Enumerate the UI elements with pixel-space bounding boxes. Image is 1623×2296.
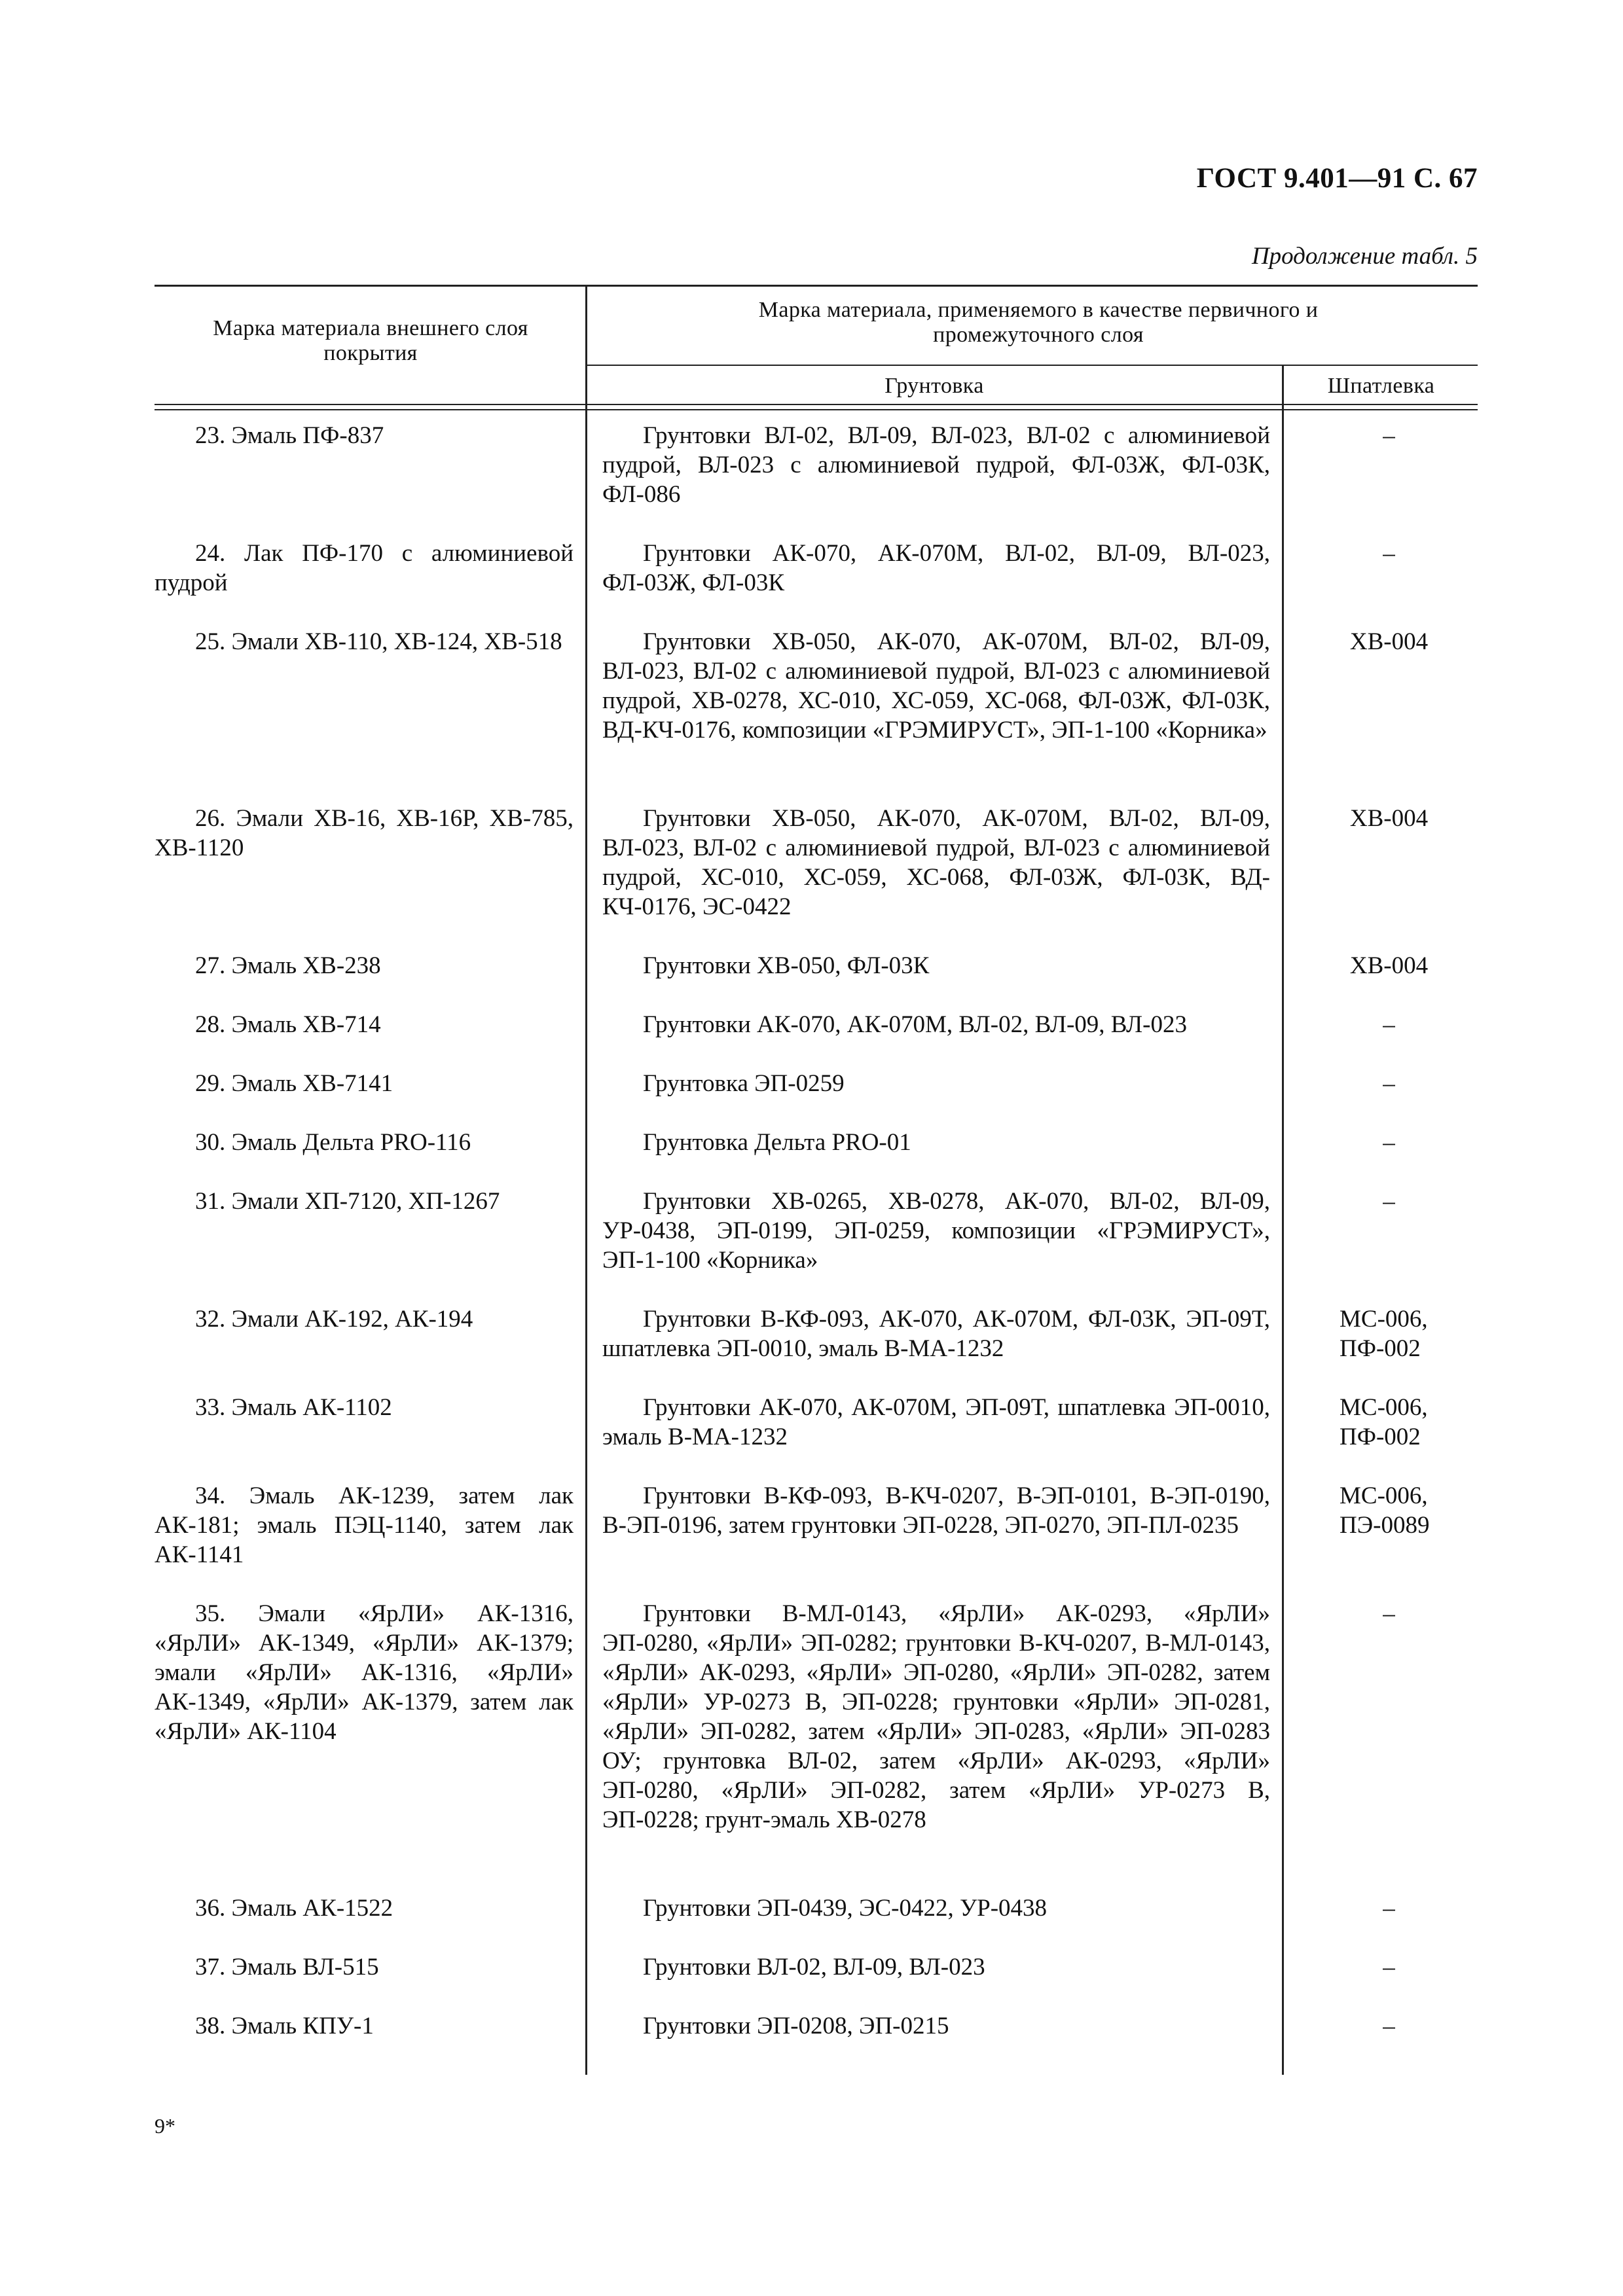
putty-cell: ХВ-004 bbox=[1349, 628, 1429, 655]
primer-cell: Грунтовки ХВ-050, ФЛ-03К bbox=[643, 952, 930, 979]
table-continuation-label: Продолжение табл. 5 bbox=[1251, 243, 1478, 270]
putty-cell: – bbox=[1383, 1954, 1395, 1981]
primer-cell: Грунтовки ХВ-0265, ХВ-0278, АК-070, ВЛ-02, ВЛ-09, УР-0438, ЭП-0199, ЭП-0259, композиции «ГРЭМИРУСТ», ЭП-1-100 «Корника» bbox=[602, 1188, 1270, 1274]
primer-cell: Грунтовки В-МЛ-0143, «ЯрЛИ» АК-0293, «ЯрЛИ» ЭП-0280, «ЯрЛИ» ЭП-0282; грунтовки В-КЧ-0207, В-МЛ-0143, «ЯрЛИ» АК-0293, «ЯрЛИ» ЭП-0280, «ЯрЛИ» ЭП-0282, затем «ЯрЛИ» УР-0273 В, ЭП-0228; грунтовки «ЯрЛИ» ЭП-0281, «ЯрЛИ» ЭП-0282, затем «ЯрЛИ» ЭП-0283, «ЯрЛИ» ЭП-0283 ОУ; грунтовка ВЛ-02, затем «ЯрЛИ» АК-0293, «ЯрЛИ» ЭП-0280, «ЯрЛИ» ЭП-0282, затем «ЯрЛИ» УР-0273 В, ЭП-0228; грунт-эмаль ХВ-0278 bbox=[602, 1600, 1270, 1833]
outer-layer-cell: 28. Эмаль ХВ-714 bbox=[195, 1011, 381, 1038]
putty-cell: ХВ-004 bbox=[1349, 952, 1429, 979]
putty-cell: – bbox=[1383, 2013, 1395, 2039]
header-inner-divider bbox=[587, 365, 1478, 366]
outer-layer-cell: 24. Лак ПФ-170 с алюминиевой пудрой bbox=[155, 540, 574, 596]
putty-cell: – bbox=[1383, 1011, 1395, 1038]
putty-cell: – bbox=[1383, 1600, 1395, 1627]
outer-layer-cell: 38. Эмаль КПУ-1 bbox=[195, 2013, 374, 2039]
putty-cell: – bbox=[1383, 1129, 1395, 1156]
page-title: ГОСТ 9.401—91 С. 67 bbox=[1196, 163, 1478, 194]
primer-cell: Грунтовки АК-070, АК-070М, ВЛ-02, ВЛ-09, ВЛ-023 bbox=[643, 1011, 1187, 1038]
column-divider-2 bbox=[1282, 365, 1284, 2075]
putty-cell: – bbox=[1383, 540, 1395, 567]
header-primer: Грунтовка bbox=[884, 374, 984, 398]
outer-layer-cell: 26. Эмали ХВ-16, ХВ-16Р, ХВ-785, ХВ-1120 bbox=[155, 805, 574, 861]
primer-cell: Грунтовки В-КФ-093, АК-070, АК-070М, ФЛ-03К, ЭП-09Т, шпатлевка ЭП-0010, эмаль В-МА-1232 bbox=[602, 1306, 1270, 1362]
outer-layer-cell: 23. Эмаль ПФ-837 bbox=[195, 422, 384, 449]
putty-cell: – bbox=[1383, 1188, 1395, 1215]
primer-cell: Грунтовки ВЛ-02, ВЛ-09, ВЛ-023, ВЛ-02 с алюминиевой пудрой, ВЛ-023 с алюминиевой пудрой, ФЛ-03Ж, ФЛ-03К, ФЛ-086 bbox=[602, 422, 1270, 508]
outer-layer-cell: 25. Эмали ХВ-110, ХВ-124, ХВ-518 bbox=[195, 628, 562, 655]
putty-cell: ХВ-004 bbox=[1349, 805, 1429, 832]
primer-cell: Грунтовки АК-070, АК-070М, ЭП-09Т, шпатлевка ЭП-0010, эмаль В-МА-1232 bbox=[602, 1394, 1270, 1450]
outer-layer-cell: 35. Эмали «ЯрЛИ» АК-1316, «ЯрЛИ» АК-1349, «ЯрЛИ» АК-1379; эмали «ЯрЛИ» АК-1316, «ЯрЛИ» АК-1349, «ЯрЛИ» АК-1379, затем лак «ЯрЛИ» АК-1104 bbox=[155, 1600, 574, 1745]
primer-cell: Грунтовки ХВ-050, АК-070, АК-070М, ВЛ-02, ВЛ-09, ВЛ-023, ВЛ-02 с алюминиевой пудрой, ВЛ-023 с алюминиевой пудрой, ХС-010, ХС-059, ХС-068, ФЛ-03Ж, ФЛ-03К, ВД-КЧ-0176, ЭС-0422 bbox=[602, 805, 1270, 920]
primer-cell: Грунтовки ВЛ-02, ВЛ-09, ВЛ-023 bbox=[643, 1954, 985, 1981]
putty-cell: – bbox=[1383, 1895, 1395, 1922]
outer-layer-cell: 37. Эмаль ВЛ-515 bbox=[195, 1954, 379, 1981]
putty-cell: МС-006, ПФ-002 bbox=[1340, 1394, 1428, 1450]
materials-table bbox=[155, 285, 1478, 2075]
header-outer-layer: Марка материала внешнего слоя покрытия bbox=[213, 316, 528, 365]
primer-cell: Грунтовка ЭП-0259 bbox=[643, 1070, 845, 1097]
putty-cell: МС-006, ПЭ-0089 bbox=[1340, 1482, 1430, 1539]
outer-layer-cell: 27. Эмаль ХВ-238 bbox=[195, 952, 381, 979]
primer-cell: Грунтовки ЭП-0439, ЭС-0422, УР-0438 bbox=[643, 1895, 1048, 1922]
outer-layer-cell: 32. Эмали АК-192, АК-194 bbox=[195, 1306, 473, 1333]
page-mark: 9* bbox=[155, 2114, 175, 2138]
outer-layer-cell: 34. Эмаль АК-1239, затем лак АК-181; эмаль ПЭЦ-1140, затем лак АК-1141 bbox=[155, 1482, 574, 1568]
primer-cell: Грунтовка Дельта PRO-01 bbox=[643, 1129, 911, 1156]
primer-cell: Грунтовки ХВ-050, АК-070, АК-070М, ВЛ-02, ВЛ-09, ВЛ-023, ВЛ-02 с алюминиевой пудрой, ВЛ-023 с алюминиевой пудрой, ХВ-0278, ХС-010, ХС-059, ХС-068, ФЛ-03Ж, ФЛ-03К, ВД-КЧ-0176, композиции «ГРЭМИРУСТ», ЭП-1-100 «Корника» bbox=[602, 628, 1270, 744]
outer-layer-cell: 29. Эмаль ХВ-7141 bbox=[195, 1070, 393, 1097]
outer-layer-cell: 33. Эмаль АК-1102 bbox=[195, 1394, 392, 1421]
column-divider-1 bbox=[585, 285, 587, 2075]
outer-layer-cell: 36. Эмаль АК-1522 bbox=[195, 1895, 393, 1922]
putty-cell: – bbox=[1383, 422, 1395, 449]
putty-cell: МС-006, ПФ-002 bbox=[1340, 1306, 1428, 1362]
header-bottom-border-2 bbox=[155, 409, 1478, 410]
primer-cell: Грунтовки АК-070, АК-070М, ВЛ-02, ВЛ-09, ВЛ-023, ФЛ-03Ж, ФЛ-03К bbox=[602, 540, 1270, 596]
header-primer-layer: Марка материала, применяемого в качестве первичного и промежуточного слоя bbox=[758, 298, 1319, 347]
putty-cell: – bbox=[1383, 1070, 1395, 1097]
primer-cell: Грунтовки ЭП-0208, ЭП-0215 bbox=[643, 2013, 949, 2039]
header-bottom-border-1 bbox=[155, 404, 1478, 405]
outer-layer-cell: 30. Эмаль Дельта PRO-116 bbox=[195, 1129, 471, 1156]
outer-layer-cell: 31. Эмали ХП-7120, ХП-1267 bbox=[195, 1188, 500, 1215]
table-top-border bbox=[155, 285, 1478, 287]
primer-cell: Грунтовки В-КФ-093, В-КЧ-0207, В-ЭП-0101, В-ЭП-0190, В-ЭП-0196, затем грунтовки ЭП-0228, ЭП-0270, ЭП-ПЛ-0235 bbox=[602, 1482, 1270, 1539]
header-putty: Шпатлевка bbox=[1327, 374, 1435, 398]
